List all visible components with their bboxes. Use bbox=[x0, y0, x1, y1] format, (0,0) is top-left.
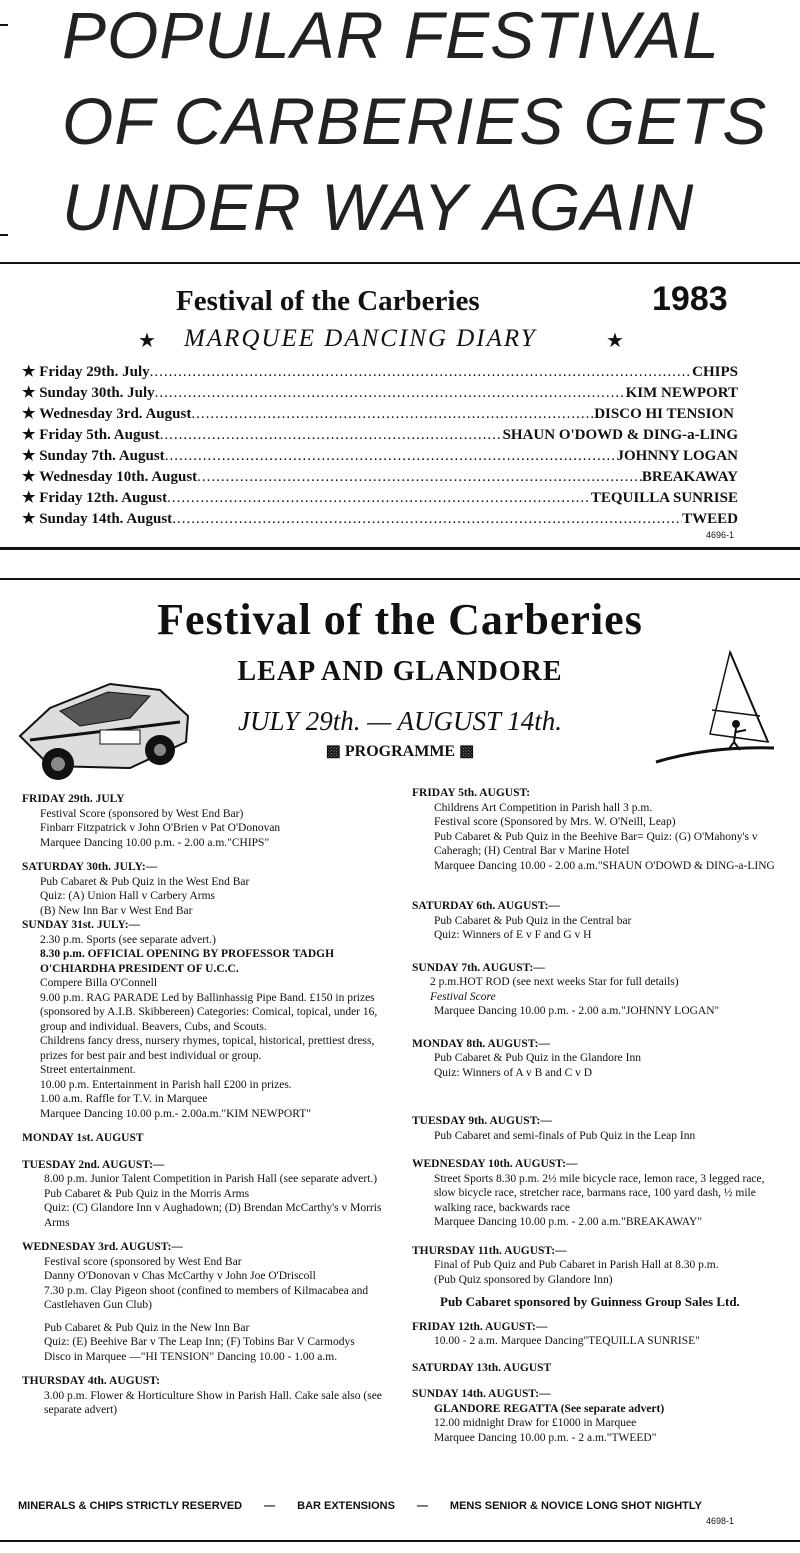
star-icon: ★ bbox=[606, 328, 624, 352]
day-heading: MONDAY 1st. AUGUST bbox=[22, 1132, 144, 1144]
left-margin-mark bbox=[0, 234, 8, 236]
ad2-ref: 4698-1 bbox=[706, 1516, 735, 1526]
day-heading: FRIDAY 12th. AUGUST:— bbox=[412, 1320, 548, 1333]
diary-date: Wednesday 3rd. August bbox=[39, 406, 192, 422]
ad2-top-rule bbox=[0, 578, 800, 580]
programme-line: Pub Cabaret & Pub Quiz in the Beehive Bar= Quiz: (G) O'Mahony's v Caheragh; (H) Central Bar v Marine Hotel bbox=[434, 830, 758, 857]
programme-line: Pub Cabaret & Pub Quiz in the Central bar bbox=[434, 914, 632, 927]
diary-date: Friday 5th. August bbox=[39, 427, 160, 443]
star-icon: ★ bbox=[22, 469, 40, 485]
day-heading: SATURDAY 13th. AUGUST bbox=[412, 1361, 552, 1374]
programme-line: Childrens fancy dress, nursery rhymes, topical, historical, prettiest dress, prizes for best pair and best individual or group. bbox=[40, 1035, 375, 1062]
diary-act: SHAUN O'DOWD & DING-a-LING bbox=[502, 427, 738, 443]
day-heading: THURSDAY 11th. AUGUST:— bbox=[412, 1244, 567, 1257]
day-block bbox=[412, 1114, 784, 1143]
day-heading: SUNDAY 14th. AUGUST:— bbox=[412, 1388, 551, 1400]
programme-line: Pub Cabaret and semi-finals of Pub Quiz in the Leap Inn bbox=[434, 1129, 696, 1142]
day-heading: WEDNESDAY 3rd. AUGUST:— bbox=[22, 1241, 183, 1253]
programme-line: Quiz: Winners of A v B and C v D bbox=[434, 1066, 593, 1079]
programme-line: 2.30 p.m. Sports (see separate advert.) bbox=[40, 933, 216, 946]
day-block bbox=[412, 961, 784, 1019]
programme-line: (Pub Quiz sponsored by Glandore Inn) bbox=[434, 1273, 613, 1286]
star-icon: ★ bbox=[22, 448, 40, 464]
programme-line: Festival score (Sponsored by Mrs. W. O'Neill, Leap) bbox=[434, 816, 676, 828]
diary-date: Friday 29th. July bbox=[39, 364, 150, 380]
programme-line: 2 p.m.HOT ROD (see next weeks Star for full details) bbox=[430, 976, 679, 988]
day-block bbox=[412, 1361, 784, 1376]
ad1-bottom-rule bbox=[0, 547, 800, 550]
ad2-title: Festival of the Carberies bbox=[157, 595, 643, 644]
ad1-top-rule bbox=[0, 262, 800, 264]
day-block bbox=[412, 1244, 784, 1288]
day-block bbox=[22, 1240, 392, 1364]
programme-line: Quiz: (E) Beehive Bar v The Leap Inn; (F) Tobins Bar V Carmodys bbox=[44, 1336, 355, 1348]
programme-line: Pub Cabaret & Pub Quiz in the Glandore Inn bbox=[434, 1052, 641, 1064]
day-heading: THURSDAY 4th. AUGUST: bbox=[22, 1375, 160, 1387]
programme-label: PROGRAMME bbox=[344, 743, 456, 760]
programme-line: 3.00 p.m. Flower & Horticulture Show in Parish Hall. Cake sale also (see separate advert) bbox=[44, 1389, 382, 1416]
diary-row bbox=[22, 402, 734, 423]
diary-act: KIM NEWPORT bbox=[625, 385, 738, 401]
programme-line: Pub Cabaret & Pub Quiz in the Morris Arms bbox=[44, 1187, 250, 1200]
programme-line: Street entertainment. bbox=[40, 1064, 136, 1076]
programme-line: Festival Score bbox=[430, 990, 496, 1003]
programme-line: 10.00 p.m. Entertainment in Parish hall £200 in prizes. bbox=[40, 1078, 292, 1091]
day-heading: WEDNESDAY 10th. AUGUST:— bbox=[412, 1158, 578, 1170]
day-block bbox=[22, 918, 392, 1121]
rally-car-illustration bbox=[10, 656, 200, 786]
day-heading: TUESDAY 9th. AUGUST:— bbox=[412, 1115, 552, 1127]
day-heading: SUNDAY 31st. JULY:— bbox=[22, 919, 141, 931]
diary-act: JOHNNY LOGAN bbox=[616, 448, 738, 464]
diary-date: Sunday 30th. July bbox=[39, 385, 155, 401]
programme-line: Quiz: (C) Glandore Inn v Aughadown; (D) Brendan McCarthy's v Morris Arms bbox=[44, 1202, 382, 1229]
programme-line: Final of Pub Quiz and Pub Cabaret in Parish Hall at 8.30 p.m. bbox=[434, 1259, 719, 1271]
ad2-dates: JULY 29th. — AUGUST 14th. bbox=[237, 706, 562, 736]
footer-item: BAR EXTENSIONS bbox=[297, 1500, 395, 1512]
day-block bbox=[412, 1387, 784, 1445]
diary-row bbox=[22, 360, 738, 381]
ad1-title: Festival of the Carberies bbox=[176, 285, 480, 317]
diary-act: TWEED bbox=[682, 511, 738, 527]
programme-line: Marquee Dancing 10.00 p.m. - 2 a.m."TWEED" bbox=[434, 1431, 657, 1444]
diary-date: Sunday 7th. August bbox=[39, 448, 165, 464]
footer-dash: — bbox=[416, 1500, 428, 1512]
footer-item: MENS SENIOR & NOVICE LONG SHOT NIGHTLY bbox=[449, 1500, 702, 1512]
day-block bbox=[412, 1295, 784, 1310]
programme-line: Street Sports 8.30 p.m. 2½ mile bicycle race, lemon race, 3 legged race, slow bicycle race, stretcher race, barmans race, 100 yard dash, ½ mile walking race, backwards race bbox=[434, 1172, 765, 1214]
headline-line-1: POPULAR FESTIVAL bbox=[62, 0, 720, 72]
programme-line: Danny O'Donovan v Chas McCarthy v John Joe O'Driscoll bbox=[44, 1270, 316, 1282]
programme-right-column bbox=[412, 786, 784, 1445]
diary-row bbox=[22, 423, 738, 444]
programme-line: Marquee Dancing 10.00 p.m.- 2.00a.m."KIM NEWPORT" bbox=[40, 1107, 311, 1120]
day-block bbox=[412, 1157, 784, 1230]
star-icon: ★ bbox=[22, 490, 40, 506]
star-icon: ★ bbox=[22, 427, 40, 443]
programme-line: (B) New Inn Bar v West End Bar bbox=[40, 904, 193, 917]
programme-line: Pub Cabaret & Pub Quiz in the West End Bar bbox=[40, 875, 250, 888]
day-block bbox=[412, 1320, 784, 1349]
programme-line: 10.00 - 2 a.m. Marquee Dancing"TEQUILLA SUNRISE" bbox=[434, 1335, 700, 1347]
day-block bbox=[412, 786, 784, 873]
diary-row bbox=[22, 507, 738, 528]
programme-line: Festival Score (sponsored by West End Bar) bbox=[40, 807, 244, 820]
day-heading: MONDAY 8th. AUGUST:— bbox=[412, 1037, 550, 1050]
programme-line: Marquee Dancing 10.00 p.m. - 2.00 a.m."JOHNNY LOGAN" bbox=[434, 1005, 720, 1017]
programme-line: Festival score (sponsored by West End Bar bbox=[44, 1255, 242, 1268]
programme-line: 8.00 p.m. Junior Talent Competition in Parish Hall (see separate advert.) bbox=[44, 1173, 378, 1185]
programme-left-column bbox=[22, 792, 392, 1418]
diary-date: Friday 12th. August bbox=[39, 490, 168, 506]
star-icon: ★ bbox=[22, 406, 40, 422]
ad2-footer bbox=[18, 1500, 758, 1512]
star-icon: ★ bbox=[22, 385, 40, 401]
programme-line: Marquee Dancing 10.00 - 2.00 a.m."SHAUN O'DOWD & DING-a-LING bbox=[434, 859, 775, 872]
day-heading: SATURDAY 6th. AUGUST:— bbox=[412, 900, 560, 912]
day-block bbox=[22, 860, 392, 918]
windsurfer-illustration bbox=[650, 650, 780, 770]
ad2-bottom-rule bbox=[0, 1540, 800, 1542]
left-margin-mark bbox=[0, 24, 8, 26]
headline-line-3: UNDER WAY AGAIN bbox=[62, 170, 695, 244]
diary-row bbox=[22, 381, 738, 402]
programme-line: Disco in Marquee —"HI TENSION" Dancing 10.00 - 1.00 a.m. bbox=[44, 1350, 338, 1363]
day-heading: SATURDAY 30th. JULY:— bbox=[22, 861, 158, 873]
diary-act: BREAKAWAY bbox=[641, 469, 738, 485]
footer-dash: — bbox=[264, 1500, 276, 1512]
square-icon: ▩ bbox=[325, 743, 341, 760]
day-block bbox=[22, 1131, 392, 1146]
programme-line: Compere Billa O'Connell bbox=[40, 977, 158, 989]
diary-act: TEQUILLA SUNRISE bbox=[590, 490, 738, 506]
day-heading: TUESDAY 2nd. AUGUST:— bbox=[22, 1158, 165, 1171]
programme-line: Quiz: Winners of E v F and G v H bbox=[434, 929, 592, 941]
diary-date: Sunday 14th. August bbox=[39, 511, 173, 527]
sponsor-line: Pub Cabaret sponsored by Guinness Group Sales Ltd. bbox=[440, 1294, 740, 1309]
programme-line: Pub Cabaret & Pub Quiz in the New Inn Bar bbox=[44, 1321, 250, 1334]
programme-line: 12.00 midnight Draw for £1000 in Marquee bbox=[434, 1417, 637, 1429]
day-heading: FRIDAY 29th. JULY bbox=[22, 793, 125, 805]
programme-line: Marquee Dancing 10.00 p.m. - 2.00 a.m."CHIPS" bbox=[40, 836, 270, 849]
day-block bbox=[22, 792, 392, 850]
diary-row bbox=[22, 486, 738, 507]
ad1-year: 1983 bbox=[652, 280, 728, 318]
programme-line: 9.00 p.m. RAG PARADE Led by Ballinhassig Pipe Band. £150 in prizes (sponsored by A.I.B. Skibbereen) Categories: Comical, topical, under 16, group and individual. Beavers, Cubs, and Scouts. bbox=[40, 991, 378, 1033]
star-icon: ★ bbox=[22, 511, 40, 527]
day-block bbox=[22, 1158, 392, 1231]
headline-line-2: OF CARBERIES GETS bbox=[62, 84, 768, 158]
diary-row bbox=[22, 465, 738, 486]
diary-date: Wednesday 10th. August bbox=[39, 469, 198, 485]
day-block bbox=[412, 899, 784, 943]
star-icon: ★ bbox=[22, 364, 40, 380]
footer-item: MINERALS & CHIPS STRICTLY RESERVED bbox=[18, 1500, 243, 1512]
programme-line: Quiz: (A) Union Hall v Carbery Arms bbox=[40, 890, 216, 902]
ad1-ref: 4696-1 bbox=[706, 530, 735, 540]
day-block bbox=[22, 1374, 392, 1418]
diary-act: CHIPS bbox=[692, 364, 738, 380]
diary-act: DISCO HI TENSION bbox=[594, 406, 734, 422]
programme-line: 7.30 p.m. Clay Pigeon shoot (confined to members of Kilmacabea and Castlehaven Gun Club) bbox=[44, 1284, 369, 1311]
programme-line: 8.30 p.m. OFFICIAL OPENING BY PROFESSOR TADGH O'CHIARDHA PRESIDENT OF U.C.C. bbox=[40, 948, 335, 975]
ad1-subtitle: MARQUEE DANCING DIARY bbox=[184, 325, 537, 352]
programme-line: 1.00 a.m. Raffle for T.V. in Marquee bbox=[40, 1093, 208, 1105]
day-heading: SUNDAY 7th. AUGUST:— bbox=[412, 961, 545, 974]
programme-line: GLANDORE REGATTA (See separate advert) bbox=[434, 1402, 665, 1415]
day-heading: FRIDAY 5th. AUGUST: bbox=[412, 787, 531, 799]
diary-row bbox=[22, 444, 738, 465]
programme-line: Childrens Art Competition in Parish hall 3 p.m. bbox=[434, 801, 653, 814]
programme-line: Marquee Dancing 10.00 p.m. - 2.00 a.m."BREAKAWAY" bbox=[434, 1216, 703, 1228]
square-icon: ▩ bbox=[459, 743, 475, 760]
star-icon: ★ bbox=[138, 328, 156, 352]
programme-line: Finbarr Fitzpatrick v John O'Brien v Pat O'Donovan bbox=[40, 822, 281, 834]
ad2-place: LEAP AND GLANDORE bbox=[237, 656, 563, 687]
day-block bbox=[412, 1037, 784, 1081]
